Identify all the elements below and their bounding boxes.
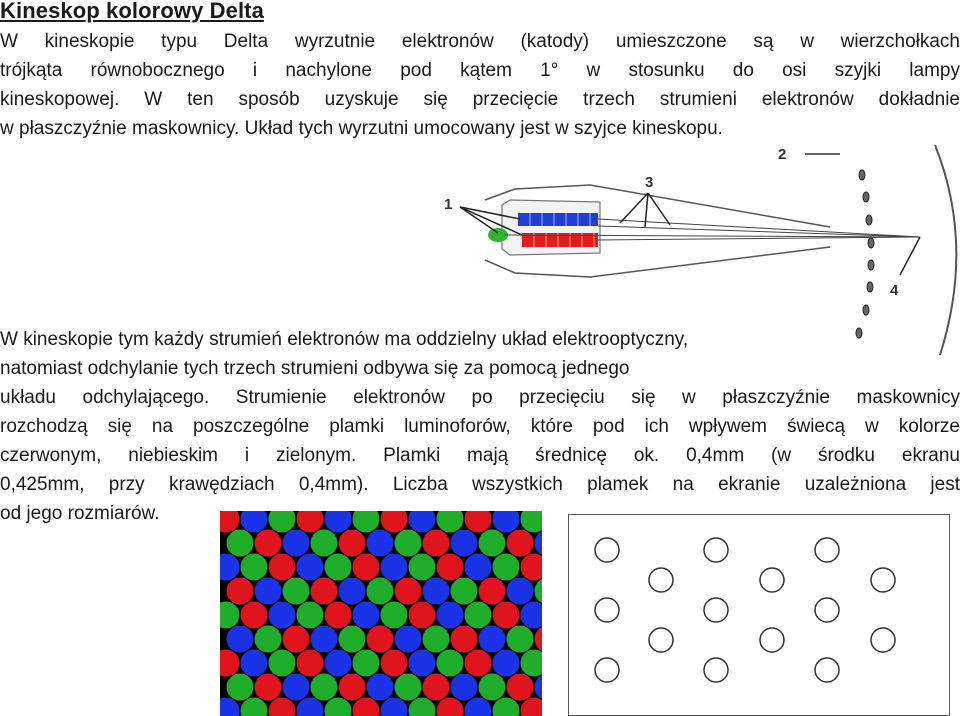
phosphor-dot <box>367 530 394 557</box>
phosphor-dot <box>437 650 464 677</box>
phosphor-dot <box>479 626 506 653</box>
phosphor-dot <box>479 674 506 701</box>
phosphor-dot <box>395 530 422 557</box>
body-line: układu odchylającego. Strumienie elektronów po przecięciu się w płaszczyźnie maskownicy <box>0 387 960 408</box>
phosphor-dot <box>241 602 268 629</box>
phosphor-dot <box>297 602 324 629</box>
phosphor-dot <box>241 554 268 581</box>
phosphor-dot <box>353 650 380 677</box>
phosphor-dot <box>381 554 408 581</box>
phosphor-dot <box>507 674 534 701</box>
phosphor-dot <box>465 650 492 677</box>
delta-gun-diagram <box>430 145 960 355</box>
label-2: 2 <box>778 146 787 163</box>
phosphor-dot <box>255 674 282 701</box>
phosphor-dot <box>283 530 310 557</box>
body-line: od jego rozmiarów. <box>0 503 160 524</box>
phosphor-dot <box>367 674 394 701</box>
label-4: 4 <box>890 282 899 299</box>
phosphor-dot <box>507 626 534 653</box>
phosphor-dot <box>269 602 296 629</box>
phosphor-dot <box>479 578 506 605</box>
phosphor-dot <box>325 602 352 629</box>
body-line: rozchodzą się na poszczególne plamki luminoforów, które pod ich wpływem świecą w kolorze <box>0 416 960 437</box>
intro-line: kineskopowej. W ten sposób uzyskuje się przecięcie trzech strumieni elektronów dokładnie <box>0 89 960 110</box>
phosphor-dot <box>241 650 268 677</box>
phosphor-dot <box>339 530 366 557</box>
page-title: Kineskop kolorowy Delta <box>0 0 264 23</box>
shadow-mask-holes <box>568 514 950 716</box>
phosphor-dot <box>493 602 520 629</box>
label-3: 3 <box>645 174 654 191</box>
body-line: 0,425mm, przy krawędziach 0,4mm). Liczba wszystkich plamek na ekranie uzależniona jest <box>0 474 960 495</box>
body-line: czerwonym, niebieskim i zielonym. Plamki mają średnicę ok. 0,4mm (w środku ekranu <box>0 445 960 466</box>
phosphor-triad-pattern <box>220 511 542 716</box>
phosphor-dot <box>423 578 450 605</box>
phosphor-dot <box>479 530 506 557</box>
screen-curve <box>935 145 956 355</box>
phosphor-dot <box>325 554 352 581</box>
phosphor-dot <box>465 602 492 629</box>
phosphor-dot <box>227 674 254 701</box>
shadow-mask <box>856 170 874 338</box>
phosphor-dot <box>381 650 408 677</box>
phosphor-dot <box>283 626 310 653</box>
phosphor-dot <box>311 530 338 557</box>
intro-line: trójkąta równobocznego i nachylone pod kątem 1° w stosunku do osi szyjki lampy <box>0 60 960 81</box>
phosphor-dot <box>409 650 436 677</box>
phosphor-dot <box>269 554 296 581</box>
phosphor-dot <box>311 578 338 605</box>
phosphor-dot <box>423 530 450 557</box>
phosphor-dot <box>297 650 324 677</box>
phosphor-dot <box>283 674 310 701</box>
body-line: natomiast odchylanie tych trzech strumieni odbywa się za pomocą jednego <box>0 358 630 379</box>
phosphor-dot <box>451 578 478 605</box>
intro-line: W kineskopie typu Delta wyrzutnie elektronów (katody) umieszczone są w wierzchołkach <box>0 31 960 52</box>
phosphor-dot <box>423 626 450 653</box>
phosphor-dot <box>255 578 282 605</box>
phosphor-dot <box>353 602 380 629</box>
phosphor-dot <box>409 554 436 581</box>
phosphor-dot <box>255 626 282 653</box>
intro-line: w płaszczyźnie maskownicy. Układ tych wyrzutni umocowany jest w szyjce kineskopu. <box>0 118 723 139</box>
phosphor-dot <box>507 530 534 557</box>
phosphor-dot <box>395 626 422 653</box>
phosphor-dot <box>227 626 254 653</box>
phosphor-dot <box>339 626 366 653</box>
phosphor-dot <box>311 674 338 701</box>
phosphor-dot <box>353 554 380 581</box>
phosphor-dot <box>311 626 338 653</box>
phosphor-dot <box>409 602 436 629</box>
phosphor-dot <box>437 602 464 629</box>
body-paragraph <box>0 325 960 528</box>
phosphor-dot <box>283 578 310 605</box>
phosphor-dot <box>493 554 520 581</box>
phosphor-dot <box>423 674 450 701</box>
phosphor-dot <box>339 674 366 701</box>
phosphor-dot <box>255 530 282 557</box>
phosphor-dot <box>437 554 464 581</box>
phosphor-dot <box>297 554 324 581</box>
phosphor-dot <box>451 674 478 701</box>
phosphor-dot <box>269 650 296 677</box>
phosphor-dot <box>465 554 492 581</box>
phosphor-dot <box>395 674 422 701</box>
phosphor-dot <box>395 578 422 605</box>
phosphor-dot <box>381 602 408 629</box>
phosphor-dot <box>227 530 254 557</box>
phosphor-dot <box>367 626 394 653</box>
phosphor-dot <box>325 650 352 677</box>
phosphor-dot <box>451 530 478 557</box>
phosphor-dot <box>367 578 394 605</box>
intro-paragraph <box>0 27 960 143</box>
phosphor-dot <box>339 578 366 605</box>
phosphor-dot <box>493 650 520 677</box>
label-1: 1 <box>444 196 453 213</box>
phosphor-dot <box>507 578 534 605</box>
phosphor-dot <box>451 626 478 653</box>
body-line: W kineskopie tym każdy strumień elektronów ma oddzielny układ elektrooptyczny, <box>0 329 689 350</box>
phosphor-dot <box>227 578 254 605</box>
